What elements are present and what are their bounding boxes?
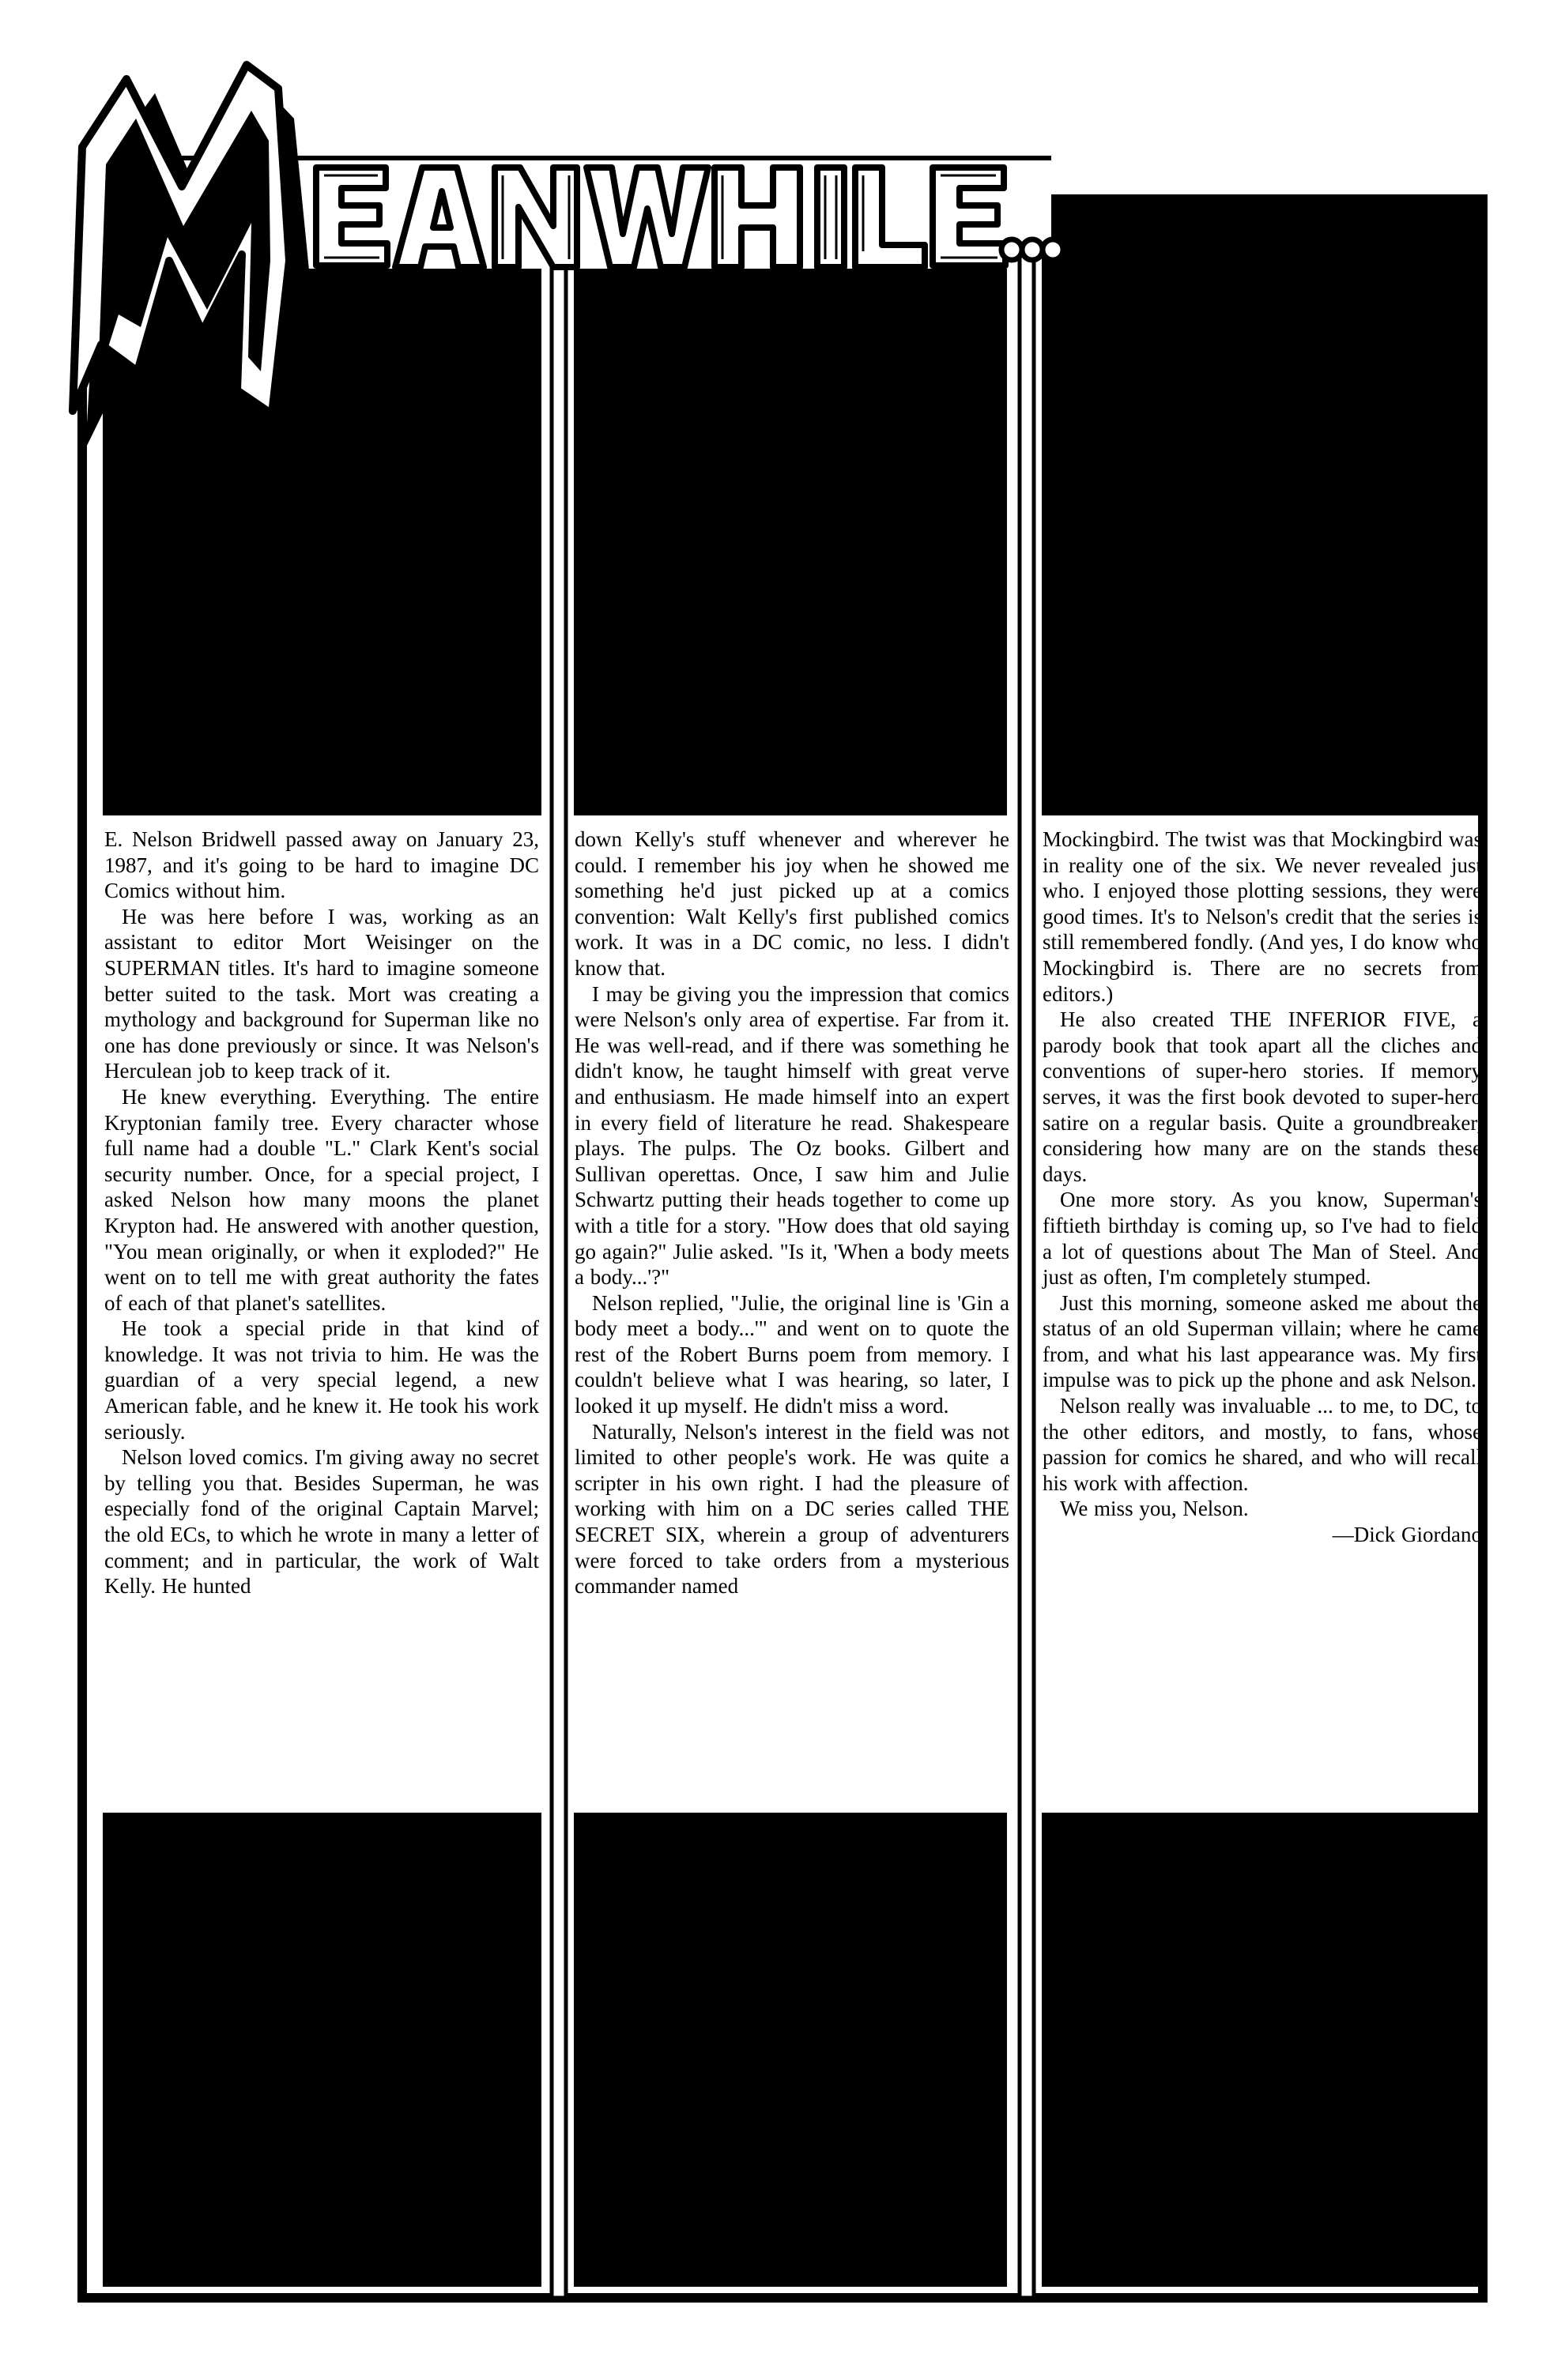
black-panel-bottom-left [103, 1813, 541, 2287]
paragraph: I may be giving you the impression that comics were Nelson's only area of expertise. Far from it. He was well-read, and if there was something he didn't know, he taught himself with great verve and enthusiasm. He made himself into an expert in every field of literature he read. Shakespeare plays. The pulps. The Oz books. Gilbert and Sullivan operettas. Once, I saw him and Julie Schwartz putting their heads together to come up with a title for a story. "How does that old saying go again?" Julie asked. "Is it, 'When a body meets a body...'?" [575, 981, 1009, 1290]
paragraph: Mockingbird. The twist was that Mockingbird was in reality one of the six. We never revealed just who. I enjoyed those plotting sessions, they were good times. It's to Nelson's credit that the series is still remembered fondly. (And yes, I do know who Mockingbird is. There are no secrets from editors.) [1043, 827, 1482, 1006]
paragraph: He took a special pride in that kind of knowledge. It was not trivia to him. He was the guardian of a very special legend, a new American fable, and he knew it. He took his work seriously. [104, 1316, 539, 1444]
paragraph: E. Nelson Bridwell passed away on January 23, 1987, and it's going to be hard to imagine DC Comics without him. [104, 827, 539, 903]
paragraph: One more story. As you know, Superman's fiftieth birthday is coming up, so I've had to field a lot of questions about The Man of Steel. And just as often, I'm completely stumped. [1043, 1188, 1482, 1290]
black-panel-bottom-middle [574, 1813, 1007, 2287]
paragraph: He was here before I was, working as an assistant to editor Mort Weisinger on the SUPERMAN titles. It's hard to imagine someone better suited to the task. Mort was creating a mythology and background for Superman like no one has done previously or since. It was Nelson's Herculean job to keep track of it. [104, 904, 539, 1083]
paragraph: Naturally, Nelson's interest in the field was not limited to other people's work. He was quite a scripter in his own right. I had the pleasure of working with him on a DC series called THE SECRET SIX, wherein a group of adventurers were forced to take orders from a mysterious commander named [575, 1419, 1009, 1599]
paragraph: down Kelly's stuff whenever and wherever he could. I remember his joy when he showed me something he'd just picked up at a comics convention: Walt Kelly's first published comics work. It was in a DC comic, no less. I didn't know that. [575, 827, 1009, 980]
article-column-2 [575, 827, 1009, 1599]
article-column-3 [1043, 827, 1482, 1548]
paragraph: Just this morning, someone asked me about the status of an old Superman villain; where he came from, and what his last appearance was. My first impulse was to pick up the phone and ask Nelson. [1043, 1290, 1482, 1392]
paragraph: He knew everything. Everything. The entire Kryptonian family tree. Every character whose full name had a double "L." Clark Kent's social security number. Once, for a special project, I asked Nelson how many moons the planet Krypton had. He answered with another question, "You mean originally, or when it exploded?" He went on to tell me with great authority the fates of each of that planet's satellites. [104, 1084, 539, 1315]
black-panel-bottom-right [1042, 1813, 1481, 2287]
column-divider-right [1020, 198, 1034, 2298]
paragraph: We miss you, Nelson. [1060, 1497, 1249, 1521]
paragraph: He also created THE INFERIOR FIVE, a parody book that took apart all the cliches and conventions of super-hero stories. If memory serves, it was the first book devoted to super-hero satire on a regular basis. Quite a groundbreaker, considering how many are on the stands these days. [1043, 1007, 1482, 1186]
paragraph: Nelson loved comics. I'm giving away no secret by telling you that. Besides Superman, he was especially fond of the original Captain Marvel; the old ECs, to which he wrote in many a letter of comment; and in particular, the work of Walt Kelly. He hunted [104, 1445, 539, 1599]
black-panel-top-right [1042, 204, 1483, 815]
signature: —Dick Giordano [1332, 1523, 1482, 1547]
black-panel-top-middle [574, 269, 1007, 815]
column-divider-left [552, 261, 566, 2298]
paragraph: Nelson replied, "Julie, the original line is 'Gin a body meet a body...'" and went on to quote the rest of the Robert Burns poem from memory. I couldn't believe what I was hearing, so later, I looked it up myself. He didn't miss a word. [575, 1290, 1009, 1418]
paragraph: Nelson really was invaluable ... to me, to DC, to the other editors, and mostly, to fans, whose passion for comics he shared, and who will recall his work with affection. [1043, 1394, 1482, 1495]
article-column-1 [104, 827, 539, 1599]
